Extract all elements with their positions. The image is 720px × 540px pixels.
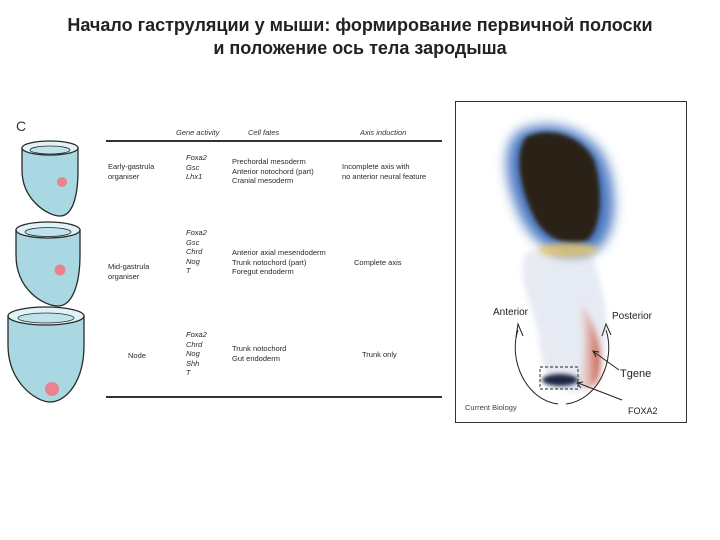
mid-gastrula-cup [16,222,80,306]
organiser-dot-early [57,177,67,187]
slide-title-line-2: и положение ось тела зародыша [213,38,507,58]
row-node-stage: Node [128,351,146,360]
early-gastrula-cup [22,141,78,216]
embryo-stain-image [456,102,686,422]
posterior-label: Posterior [612,311,653,322]
slide-title-line-1: Начало гаструляции у мыши: формирование первичной полоски [67,15,653,35]
organiser-dot-node [45,382,59,396]
row-early-stage: Early-gastrula organiser [108,162,155,181]
embryo-cup-diagrams [0,120,100,420]
row-node-fates: Trunk notochord Gut endoderm [232,344,287,363]
tgene-label: Tgene [620,368,652,380]
table-bottom-rule [106,396,442,398]
header-cell-fates: Cell fates [248,128,280,137]
row-node-axis: Trunk only [362,350,397,359]
organiser-dot-mid [55,265,66,276]
embryo-stain-figure [455,101,687,423]
foxa2-label: FOXA2 [628,406,658,416]
slide-title [0,14,720,60]
figure-credit: Current Biology [465,403,517,412]
row-mid-stage: Mid-gastrula organiser [108,262,150,281]
row-early-axis: Incomplete axis with no anterior neural feature [342,162,427,181]
row-early-genes: Foxa2 Gsc Lhx1 [186,153,207,181]
header-gene-activity: Gene activity [176,128,220,137]
row-node-genes: Foxa2 Chrd Nog Shh T [186,330,207,377]
panel-letter: C [16,118,27,134]
row-early-fates: Prechordal mesoderm Anterior notochord (part) Cranial mesoderm [232,157,314,185]
organiser-table [106,124,442,400]
anterior-label: Anterior [493,307,529,318]
row-mid-genes: Foxa2 Gsc Chrd Nog T [186,228,207,275]
table-top-rule [106,140,442,142]
node-cup [8,307,84,402]
row-mid-axis: Complete axis [354,258,402,267]
header-axis-induction: Axis induction [360,128,407,137]
row-mid-fates: Anterior axial mesendoderm Trunk notochord (part) Foregut endoderm [232,248,326,276]
